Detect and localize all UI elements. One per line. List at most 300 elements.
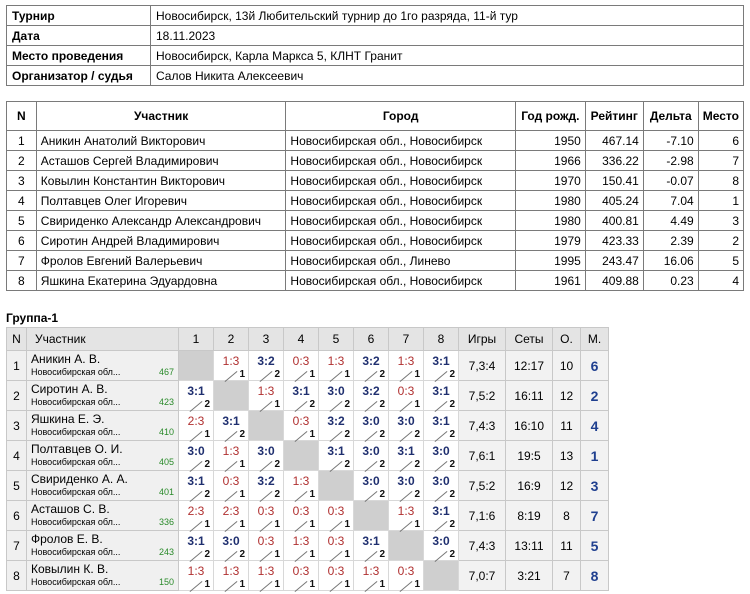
match-result — [249, 532, 283, 560]
match-result-cell — [319, 381, 354, 411]
match-score: 1:3 — [397, 353, 415, 368]
player-name: Полтавцев О. И. — [31, 442, 123, 456]
match-result-cell — [249, 471, 284, 501]
cross-row — [7, 411, 609, 441]
player-sub — [31, 367, 174, 378]
match-points: 1 — [414, 398, 420, 410]
match-score: 2:3 — [187, 413, 205, 428]
match-result — [179, 472, 213, 500]
cross-place: 2 — [581, 381, 609, 411]
group-title: Группа-1 — [6, 311, 59, 325]
cross-sets: 8:19 — [506, 501, 553, 531]
match-result-cell — [249, 501, 284, 531]
cross-sets: 16:9 — [506, 471, 553, 501]
cross-row-number: 6 — [7, 501, 27, 531]
match-result — [389, 352, 423, 380]
match-points: 1 — [274, 548, 280, 560]
tournament-info-table — [6, 5, 744, 86]
match-points: 1 — [344, 578, 350, 590]
participant-cell: 2.39 — [643, 231, 698, 251]
match-result-cell — [389, 561, 424, 591]
match-result — [179, 412, 213, 440]
cross-self-cell — [284, 441, 319, 471]
cross-row — [7, 351, 609, 381]
info-row-date — [7, 26, 744, 46]
cross-sets: 13:11 — [506, 531, 553, 561]
participant-cell: 1 — [7, 131, 37, 151]
match-points: 1 — [379, 578, 385, 590]
participant-cell: 1970 — [515, 171, 585, 191]
score-divider — [295, 580, 308, 591]
player-sub — [31, 577, 174, 588]
score-divider — [190, 580, 203, 591]
info-value: 18.11.2023 — [151, 26, 744, 46]
cross-row — [7, 531, 609, 561]
info-row-venue — [7, 46, 744, 66]
cross-points: 13 — [553, 441, 581, 471]
match-result-cell — [424, 441, 459, 471]
match-points: 1 — [239, 488, 245, 500]
cross-header-points: О. — [553, 328, 581, 351]
participant-cell: 400.81 — [585, 211, 643, 231]
participant-cell: 2 — [7, 151, 37, 171]
participant-cell: 7 — [698, 151, 743, 171]
participant-cell: 1995 — [515, 251, 585, 271]
match-result — [214, 442, 248, 470]
match-result — [284, 382, 318, 410]
cross-row-number: 3 — [7, 411, 27, 441]
match-result-cell — [389, 471, 424, 501]
match-result-cell — [424, 411, 459, 441]
group-cross-table — [6, 327, 609, 591]
participants-col-header: Город — [286, 102, 515, 131]
match-result — [424, 442, 458, 470]
match-result-cell — [354, 531, 389, 561]
match-score: 3:2 — [327, 413, 345, 428]
match-score: 3:1 — [222, 413, 240, 428]
match-result-cell — [319, 351, 354, 381]
match-result — [214, 502, 248, 530]
match-result-cell — [179, 561, 214, 591]
cross-header-opponent: 2 — [214, 328, 249, 351]
cross-header-place: М. — [581, 328, 609, 351]
cross-points: 8 — [553, 501, 581, 531]
match-result — [284, 412, 318, 440]
match-points: 1 — [344, 548, 350, 560]
match-result — [389, 412, 423, 440]
participant-cell: Новосибирская обл., Новосибирск — [286, 231, 515, 251]
cross-points: 12 — [553, 381, 581, 411]
match-score: 3:0 — [327, 383, 345, 398]
match-result — [284, 472, 318, 500]
participant-cell: 1980 — [515, 191, 585, 211]
match-points: 2 — [449, 398, 455, 410]
participant-cell: 5 — [7, 211, 37, 231]
cross-row — [7, 381, 609, 411]
info-value: Салов Никита Алексеевич — [151, 66, 744, 86]
match-result-cell — [249, 351, 284, 381]
participant-row — [7, 211, 744, 231]
participant-cell: 3 — [698, 211, 743, 231]
match-result-cell — [284, 501, 319, 531]
participant-cell: Полтавцев Олег Игоревич — [36, 191, 286, 211]
match-result-cell — [319, 441, 354, 471]
match-result-cell — [319, 561, 354, 591]
match-result-cell — [319, 501, 354, 531]
player-rating: 150 — [158, 577, 174, 587]
match-result-cell — [284, 471, 319, 501]
participant-cell: Новосибирская обл., Линево — [286, 251, 515, 271]
participant-cell: Аникин Анатолий Викторович — [36, 131, 286, 151]
match-points: 1 — [204, 518, 210, 530]
player-city: Новосибирская обл... — [31, 367, 121, 377]
cross-games: 7,5:2 — [459, 381, 506, 411]
score-divider — [400, 580, 413, 591]
match-points: 1 — [239, 578, 245, 590]
match-result — [354, 472, 388, 500]
cross-games: 7,4:3 — [459, 411, 506, 441]
cross-points: 11 — [553, 411, 581, 441]
match-result — [214, 352, 248, 380]
player-name: Аникин А. В. — [31, 352, 101, 366]
match-result-cell — [284, 531, 319, 561]
cross-games: 7,3:4 — [459, 351, 506, 381]
match-result-cell — [319, 531, 354, 561]
cross-player-cell — [27, 411, 179, 441]
match-result — [389, 442, 423, 470]
match-score: 0:3 — [292, 563, 310, 578]
participant-cell: Ковылин Константин Викторович — [36, 171, 286, 191]
info-label: Турнир — [7, 6, 151, 26]
participant-cell: Новосибирская обл., Новосибирск — [286, 211, 515, 231]
match-result-cell — [319, 411, 354, 441]
match-score: 3:0 — [432, 533, 450, 548]
match-score: 3:0 — [362, 443, 380, 458]
info-label: Дата — [7, 26, 151, 46]
match-points: 2 — [274, 488, 280, 500]
cross-row — [7, 441, 609, 471]
match-result-cell — [354, 351, 389, 381]
match-points: 2 — [204, 398, 210, 410]
match-score: 0:3 — [327, 533, 345, 548]
participants-col-header: Рейтинг — [585, 102, 643, 131]
match-result — [424, 382, 458, 410]
match-points: 2 — [379, 458, 385, 470]
match-result — [424, 502, 458, 530]
match-result — [179, 532, 213, 560]
match-score: 1:3 — [222, 353, 240, 368]
participant-cell: 423.33 — [585, 231, 643, 251]
participant-cell: Новосибирская обл., Новосибирск — [286, 171, 515, 191]
match-result-cell — [249, 531, 284, 561]
player-sub — [31, 547, 174, 558]
match-points: 1 — [309, 428, 315, 440]
match-result-cell — [179, 471, 214, 501]
match-score: 3:0 — [397, 413, 415, 428]
match-score: 3:2 — [257, 353, 275, 368]
match-result — [389, 562, 423, 590]
cross-sets: 16:10 — [506, 411, 553, 441]
player-rating: 336 — [158, 517, 174, 527]
match-points: 1 — [274, 398, 280, 410]
match-result — [249, 502, 283, 530]
participant-cell: 243.47 — [585, 251, 643, 271]
match-points: 1 — [344, 518, 350, 530]
match-score: 0:3 — [257, 503, 275, 518]
match-score: 1:3 — [222, 443, 240, 458]
participants-body — [7, 131, 744, 291]
match-result-cell — [249, 381, 284, 411]
info-label: Организатор / судья — [7, 66, 151, 86]
match-result — [319, 442, 353, 470]
cross-header-sets: Сеты — [506, 328, 553, 351]
match-score: 3:1 — [432, 503, 450, 518]
player-name: Свириденко А. А. — [31, 472, 128, 486]
match-points: 2 — [274, 368, 280, 380]
cross-body — [7, 351, 609, 591]
participants-col-header: N — [7, 102, 37, 131]
match-score: 1:3 — [257, 383, 275, 398]
match-result-cell — [424, 531, 459, 561]
participant-cell: 1950 — [515, 131, 585, 151]
participant-cell: 8 — [698, 171, 743, 191]
player-name: Ковылин К. В. — [31, 562, 109, 576]
participant-cell: Яшкина Екатерина Эдуардовна — [36, 271, 286, 291]
match-result-cell — [389, 501, 424, 531]
match-result — [424, 412, 458, 440]
player-city: Новосибирская обл... — [31, 427, 121, 437]
match-points: 2 — [239, 548, 245, 560]
match-result — [354, 562, 388, 590]
player-city: Новосибирская обл... — [31, 397, 121, 407]
match-points: 1 — [309, 518, 315, 530]
match-result-cell — [214, 501, 249, 531]
match-result — [354, 412, 388, 440]
match-score: 0:3 — [327, 563, 345, 578]
match-score: 3:1 — [327, 443, 345, 458]
participant-cell: Фролов Евгений Валерьевич — [36, 251, 286, 271]
match-score: 2:3 — [187, 503, 205, 518]
match-score: 0:3 — [257, 533, 275, 548]
info-value: Новосибирск, Карла Маркса 5, КЛНТ Гранит — [151, 46, 744, 66]
match-result — [319, 562, 353, 590]
match-result-cell — [354, 441, 389, 471]
cross-player-cell — [27, 381, 179, 411]
match-result-cell — [214, 531, 249, 561]
match-points: 2 — [414, 428, 420, 440]
match-result — [424, 472, 458, 500]
match-score: 3:0 — [257, 443, 275, 458]
match-points: 2 — [414, 458, 420, 470]
match-result — [249, 472, 283, 500]
match-result — [424, 352, 458, 380]
cross-place: 8 — [581, 561, 609, 591]
cross-header-row — [7, 328, 609, 351]
info-row-organizer — [7, 66, 744, 86]
match-points: 1 — [204, 578, 210, 590]
participant-cell: 6 — [7, 231, 37, 251]
match-result — [284, 532, 318, 560]
match-points: 2 — [379, 368, 385, 380]
cross-self-cell — [249, 411, 284, 441]
participant-cell: Новосибирская обл., Новосибирск — [286, 151, 515, 171]
match-result-cell — [214, 561, 249, 591]
match-points: 2 — [204, 548, 210, 560]
match-result — [319, 382, 353, 410]
match-score: 1:3 — [292, 473, 310, 488]
participant-cell: 5 — [698, 251, 743, 271]
participant-cell: 1966 — [515, 151, 585, 171]
match-points: 1 — [414, 368, 420, 380]
match-result — [319, 352, 353, 380]
match-result-cell — [424, 471, 459, 501]
match-points: 1 — [239, 458, 245, 470]
match-score: 2:3 — [222, 503, 240, 518]
participant-cell: 7 — [7, 251, 37, 271]
cross-header-opponent: 7 — [389, 328, 424, 351]
player-city: Новосибирская обл... — [31, 487, 121, 497]
match-points: 2 — [449, 368, 455, 380]
match-result-cell — [179, 531, 214, 561]
participant-cell: 7.04 — [643, 191, 698, 211]
cross-self-cell — [319, 471, 354, 501]
cross-row — [7, 471, 609, 501]
participant-cell: 4.49 — [643, 211, 698, 231]
match-points: 1 — [239, 518, 245, 530]
cross-row-number: 5 — [7, 471, 27, 501]
match-points: 2 — [379, 398, 385, 410]
score-divider — [330, 580, 343, 591]
participant-cell: 150.41 — [585, 171, 643, 191]
match-points: 1 — [309, 488, 315, 500]
cross-row — [7, 501, 609, 531]
match-points: 1 — [274, 518, 280, 530]
participant-cell: 409.88 — [585, 271, 643, 291]
match-result — [424, 532, 458, 560]
info-label: Место проведения — [7, 46, 151, 66]
match-result-cell — [389, 441, 424, 471]
participant-cell: Асташов Сергей Владимирович — [36, 151, 286, 171]
player-name: Яшкина Е. Э. — [31, 412, 105, 426]
match-score: 1:3 — [397, 503, 415, 518]
player-city: Новосибирская обл... — [31, 577, 121, 587]
cross-player-cell — [27, 441, 179, 471]
cross-header-player: Участник — [27, 328, 179, 351]
match-result-cell — [284, 411, 319, 441]
match-result-cell — [389, 381, 424, 411]
match-result — [214, 472, 248, 500]
match-points: 2 — [274, 458, 280, 470]
cross-points: 7 — [553, 561, 581, 591]
player-city: Новосибирская обл... — [31, 517, 121, 527]
match-result — [354, 532, 388, 560]
player-name: Асташов С. В. — [31, 502, 110, 516]
player-rating: 401 — [158, 487, 174, 497]
match-points: 1 — [309, 368, 315, 380]
participant-cell: 336.22 — [585, 151, 643, 171]
match-result — [284, 352, 318, 380]
cross-points: 11 — [553, 531, 581, 561]
participant-cell: -7.10 — [643, 131, 698, 151]
match-result-cell — [389, 351, 424, 381]
match-result-cell — [424, 351, 459, 381]
match-result-cell — [249, 561, 284, 591]
match-score: 0:3 — [397, 383, 415, 398]
match-result — [214, 412, 248, 440]
participant-row — [7, 251, 744, 271]
match-score: 3:2 — [257, 473, 275, 488]
match-points: 2 — [449, 458, 455, 470]
participant-cell: 8 — [7, 271, 37, 291]
participant-row — [7, 131, 744, 151]
match-points: 1 — [414, 518, 420, 530]
match-score: 0:3 — [327, 503, 345, 518]
participant-cell: 4 — [7, 191, 37, 211]
participant-cell: 4 — [698, 271, 743, 291]
match-score: 3:1 — [292, 383, 310, 398]
match-result — [319, 412, 353, 440]
match-result-cell — [424, 381, 459, 411]
cross-sets: 19:5 — [506, 441, 553, 471]
match-result-cell — [179, 381, 214, 411]
match-points: 2 — [309, 398, 315, 410]
participant-cell: 16.06 — [643, 251, 698, 271]
cross-row-number: 7 — [7, 531, 27, 561]
cross-header-opponent: 3 — [249, 328, 284, 351]
info-row-tournament — [7, 6, 744, 26]
cross-header-opponent: 8 — [424, 328, 459, 351]
match-result — [249, 382, 283, 410]
match-result-cell — [214, 471, 249, 501]
match-result — [179, 382, 213, 410]
cross-row-number: 2 — [7, 381, 27, 411]
match-score: 3:2 — [362, 383, 380, 398]
match-points: 2 — [449, 488, 455, 500]
player-name: Сиротин А. В. — [31, 382, 108, 396]
match-score: 0:3 — [292, 413, 310, 428]
cross-place: 7 — [581, 501, 609, 531]
match-result — [249, 442, 283, 470]
player-city: Новосибирская обл... — [31, 457, 121, 467]
match-score: 3:0 — [187, 443, 205, 458]
match-result-cell — [284, 561, 319, 591]
match-score: 3:0 — [397, 473, 415, 488]
match-result — [389, 472, 423, 500]
participant-row — [7, 231, 744, 251]
match-result-cell — [424, 501, 459, 531]
match-result — [389, 502, 423, 530]
participant-cell: 6 — [698, 131, 743, 151]
match-score: 3:1 — [432, 353, 450, 368]
match-points: 2 — [344, 458, 350, 470]
cross-sets: 3:21 — [506, 561, 553, 591]
match-score: 3:1 — [432, 413, 450, 428]
match-score: 3:1 — [187, 383, 205, 398]
match-score: 0:3 — [397, 563, 415, 578]
participants-col-header: Дельта — [643, 102, 698, 131]
participant-cell: 2 — [698, 231, 743, 251]
match-score: 3:0 — [222, 533, 240, 548]
player-sub — [31, 457, 174, 468]
match-result-cell — [284, 381, 319, 411]
cross-self-cell — [214, 381, 249, 411]
match-result — [389, 382, 423, 410]
participant-cell: Свириденко Александр Александрович — [36, 211, 286, 231]
player-rating: 423 — [158, 397, 174, 407]
match-score: 3:2 — [362, 353, 380, 368]
match-points: 2 — [344, 398, 350, 410]
cross-self-cell — [354, 501, 389, 531]
